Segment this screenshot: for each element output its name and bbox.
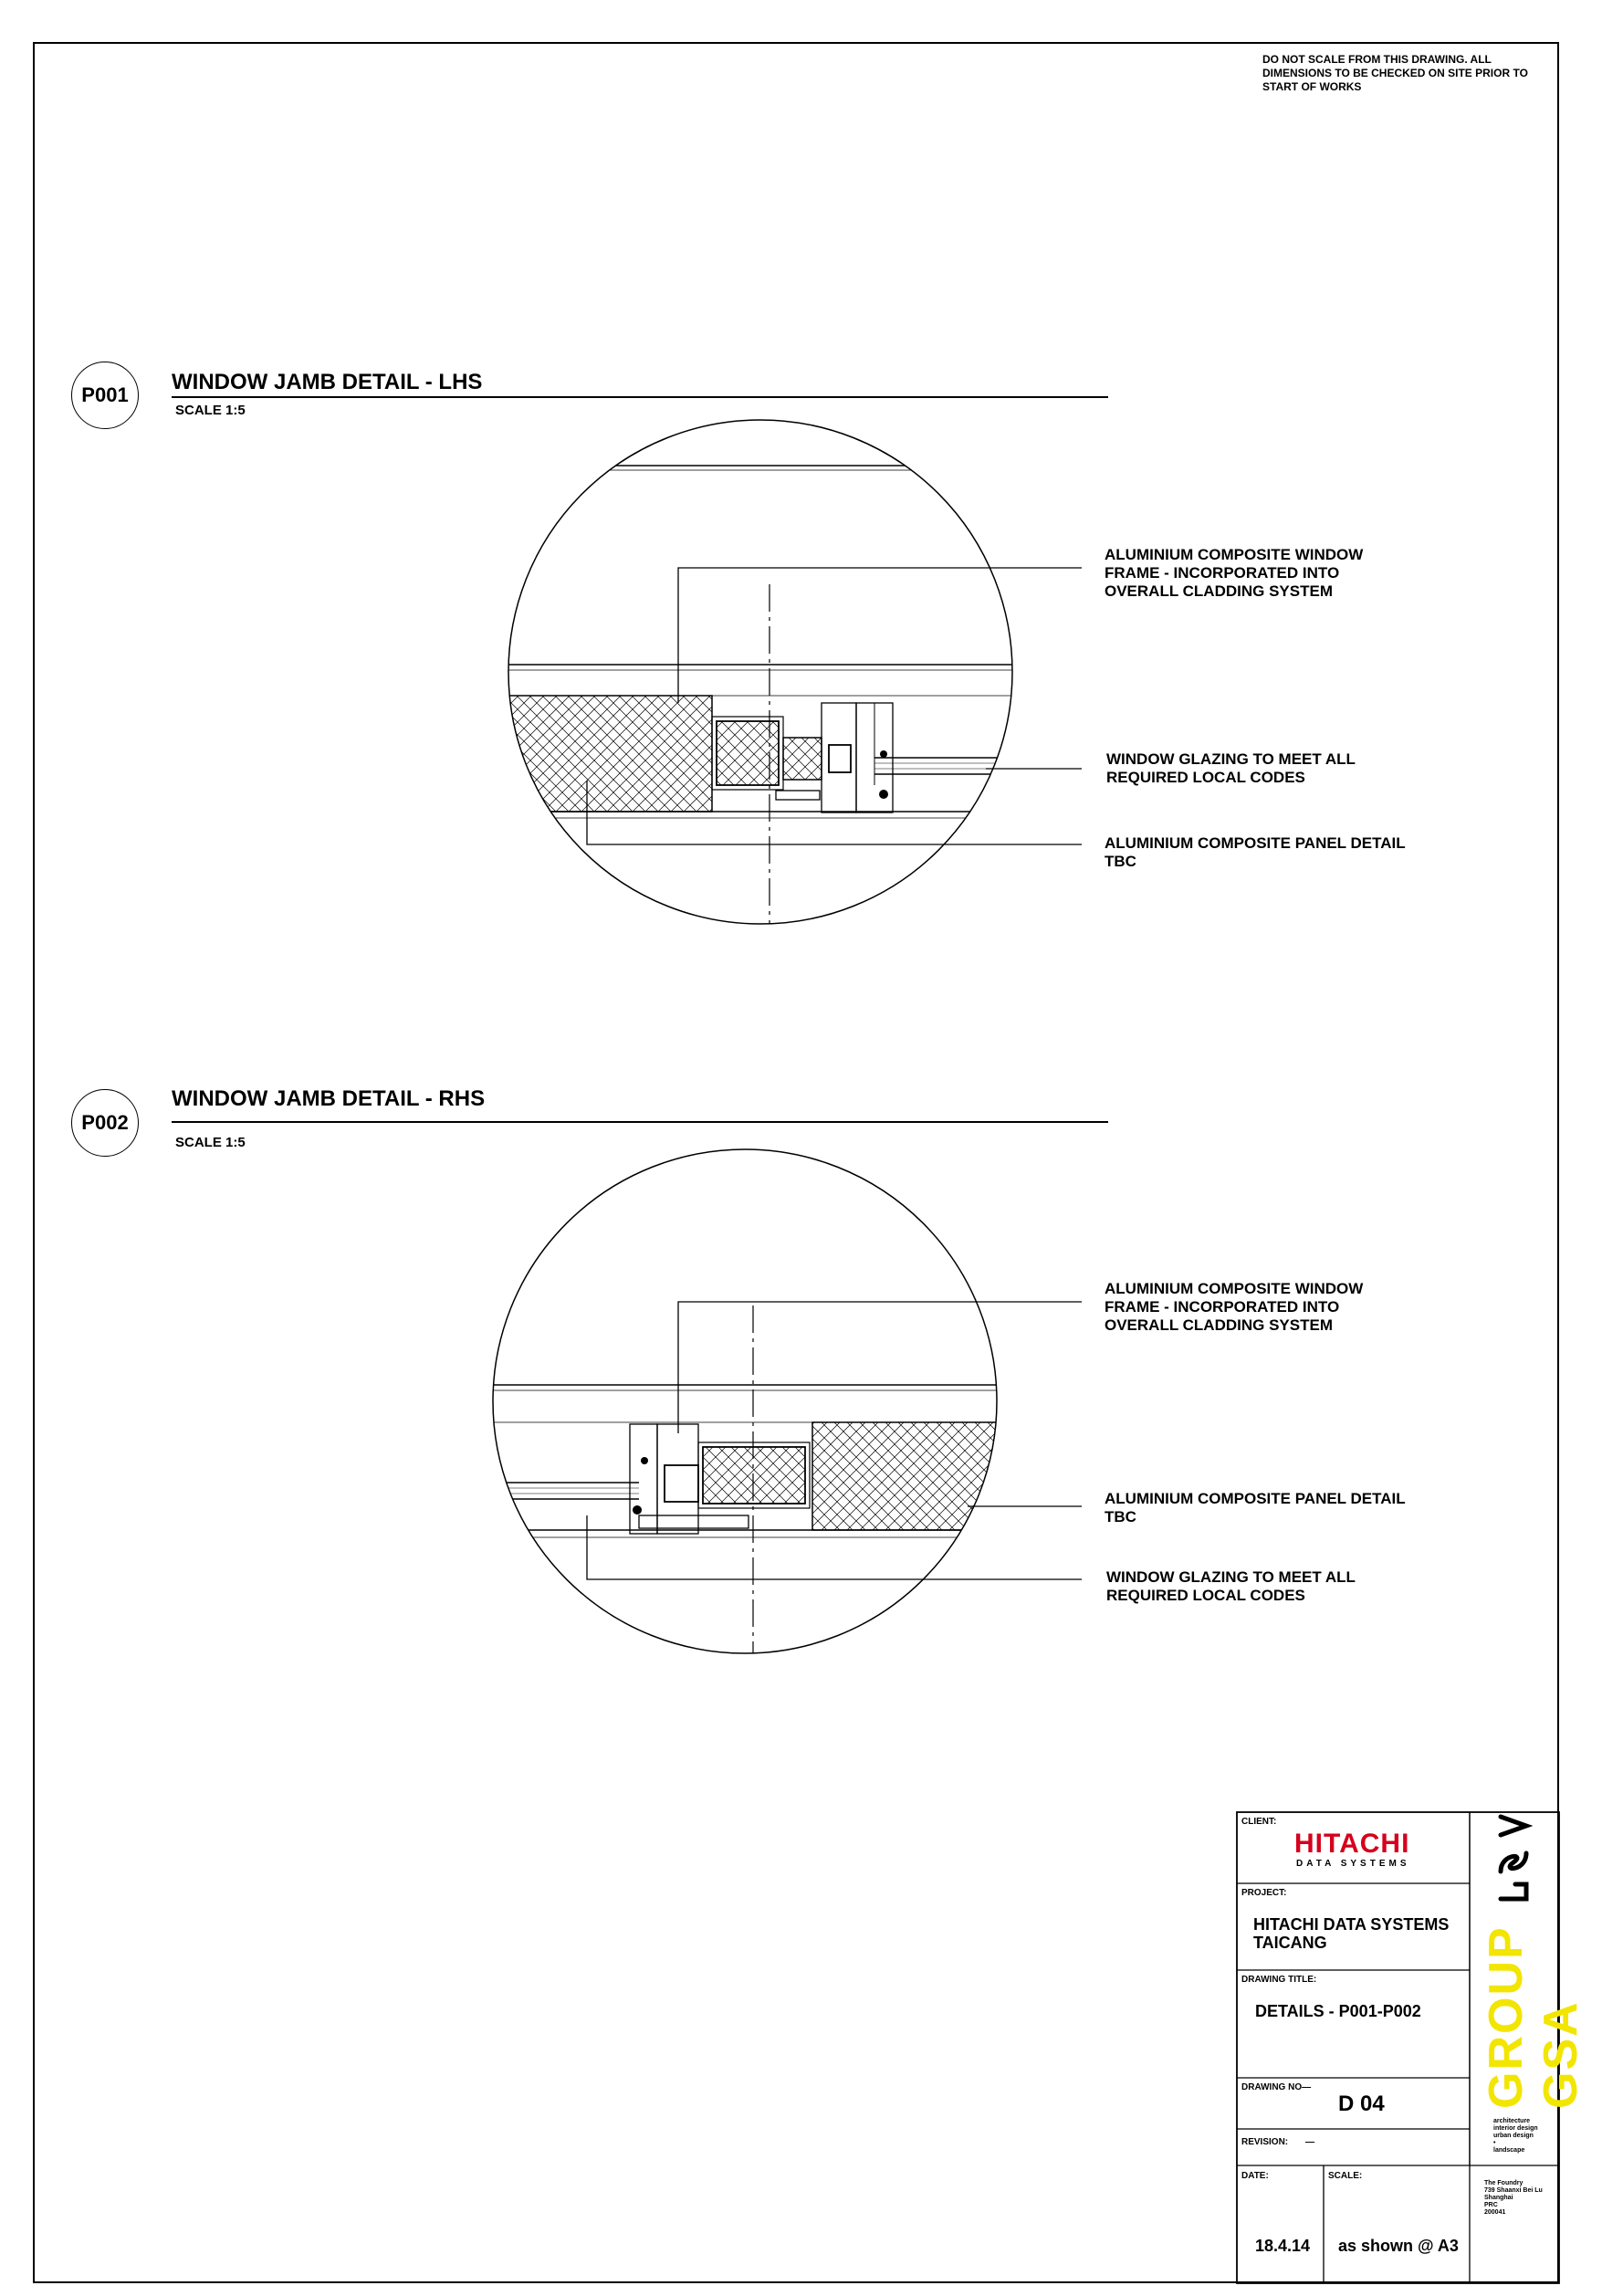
- detail-scale-p001: SCALE 1:5: [175, 403, 246, 418]
- drawing-title-label: DRAWING TITLE:: [1241, 1975, 1317, 1985]
- drawing-title: DETAILS - P001-P002: [1255, 2002, 1421, 2020]
- firm-address-4: PRC: [1484, 2202, 1498, 2208]
- callout-panel-p001: ALUMINIUM COMPOSITE PANEL DETAIL TBC: [1105, 834, 1406, 870]
- drawing-number: D 04: [1338, 2092, 1385, 2116]
- project-label: PROJECT:: [1241, 1888, 1287, 1898]
- drawing-no-label: DRAWING NO—: [1241, 2082, 1312, 2092]
- detail-circle-p002: [456, 1149, 1050, 1657]
- firm-services: [1493, 2118, 1538, 2154]
- project-name-line2: TAICANG: [1253, 1934, 1327, 1952]
- scale-label: SCALE:: [1328, 2171, 1363, 2181]
- revision-label: REVISION:: [1241, 2137, 1289, 2147]
- composite-panel-p001: [502, 696, 712, 812]
- date-label: DATE:: [1241, 2171, 1269, 2181]
- client-label: CLIENT:: [1241, 1817, 1277, 1827]
- firm-address: [1484, 2180, 1543, 2217]
- detail-ref-bubble-p001: P001: [71, 362, 139, 429]
- detail-title-p002: WINDOW JAMB DETAIL - RHS: [172, 1086, 486, 1111]
- gsa-logo: GROUP GSA: [1480, 1926, 1587, 2109]
- firm-address-1: The Foundry: [1484, 2180, 1523, 2186]
- callout-panel-p002: ALUMINIUM COMPOSITE PANEL DETAIL TBC: [1105, 1490, 1406, 1525]
- hitachi-logo: [1294, 1829, 1409, 1860]
- firm-address-3: Shanghai: [1484, 2195, 1513, 2201]
- scale-value: as shown @ A3: [1338, 2237, 1459, 2255]
- firm-address-2: 739 Shaanxi Bei Lu: [1484, 2187, 1543, 2194]
- firm-service-1: architecture: [1493, 2118, 1531, 2124]
- hitachi-logo-sub: DATA SYSTEMS: [1296, 1859, 1410, 1869]
- detail-scale-p002: SCALE 1:5: [175, 1135, 246, 1150]
- hitachi-logo-text: HITACHI: [1294, 1829, 1410, 1859]
- firm-address-5: 200041: [1484, 2209, 1506, 2216]
- do-not-scale-note: DO NOT SCALE FROM THIS DRAWING. ALL DIMENSIONS TO BE CHECKED ON SITE PRIOR TO START OF WORKS: [1262, 53, 1528, 93]
- detail-circle-p001: [456, 420, 1050, 927]
- firm-service-3: urban design: [1493, 2133, 1534, 2139]
- project-name-line1: HITACHI DATA SYSTEMS: [1253, 1915, 1450, 1934]
- firm-service-4: •: [1493, 2140, 1496, 2146]
- firm-service-2: interior design: [1493, 2125, 1538, 2132]
- firm-service-5: landscape: [1493, 2147, 1525, 2154]
- callout-glazing-p002: WINDOW GLAZING TO MEET ALL REQUIRED LOCAL CODES: [1106, 1568, 1356, 1604]
- detail-ref-bubble-p002: P002: [71, 1089, 139, 1157]
- detail-title-p001: WINDOW JAMB DETAIL - LHS: [172, 370, 483, 394]
- frame-insulation-p002: [703, 1447, 805, 1504]
- date-value: 18.4.14: [1255, 2237, 1311, 2255]
- revision-value: —: [1305, 2137, 1314, 2147]
- callout-frame-p001: ALUMINIUM COMPOSITE WINDOW FRAME - INCORPORATED INTO OVERALL CLADDING SYSTEM: [1105, 546, 1364, 600]
- callout-glazing-p001: WINDOW GLAZING TO MEET ALL REQUIRED LOCAL CODES: [1106, 750, 1356, 786]
- callout-frame-p002: ALUMINIUM COMPOSITE WINDOW FRAME - INCORPORATED INTO OVERALL CLADDING SYSTEM: [1105, 1280, 1364, 1334]
- composite-panel-p002: [812, 1422, 1022, 1530]
